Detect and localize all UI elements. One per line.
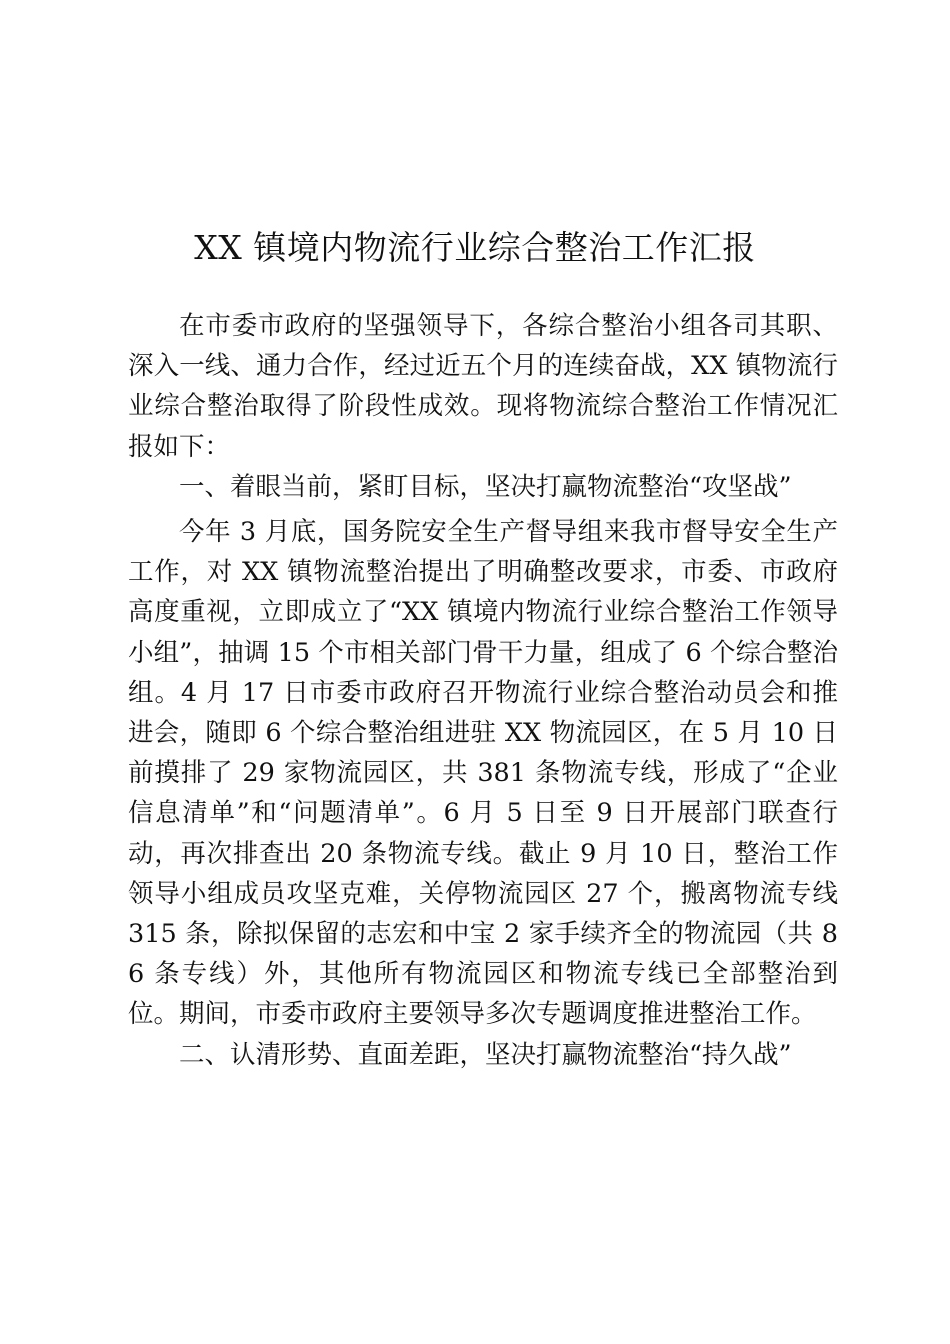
section-heading-2: 二、认清形势、直面差距，坚决打赢物流整治“持久战” [179,1039,792,1070]
intro-paragraph: 在市委市政府的坚强领导下，各综合整治小组各司其职、深入一线、通力合作，经过近五个月的连续奋战，XX 镇物流行业综合整治取得了阶段性成效。现将物流综合整治工作情况汇报如下： [128,311,838,462]
section-1-paragraph: 今年 3 月底，国务院安全生产督导组来我市督导安全生产工作，对 XX 镇物流整治提出了明确整改要求，市委、市政府高度重视，立即成立了“XX 镇境内物流行业综合整治工作领导小组”，抽调 15 个市相关部门骨干力量，组成了 6 个综合整治组。4 月 17 日市委市政府召开物流行业综合整治动员会和推进会，随即 6 个综合整治组进驻 XX 物流园区，在 5 月 10 日前摸排了 29 家物流园区，共 381 条物流专线，形成了“企业信息清单”和“问题清单”。6 月 5 日至 9 日开展部门联查行动，再次排查出 20 条物流专线。截止 9 月 10 日，整治工作领导小组成员攻坚克难，关停物流园区 27 个，搬离物流专线 315 条，除拟保留的志宏和中宝 2 家手续齐全的物流园（共 86 条专线）外，其他所有物流园区和物流专线已全部整治到位。期间，市委市政府主要领导多次专题调度推进整治工作。 [128,517,838,1030]
section-heading-1: 一、着眼当前，紧盯目标，坚决打赢物流整治“攻坚战” [179,471,792,502]
document-title: XX 镇境内物流行业综合整治工作汇报 [194,228,756,267]
document-body [128,306,838,1075]
